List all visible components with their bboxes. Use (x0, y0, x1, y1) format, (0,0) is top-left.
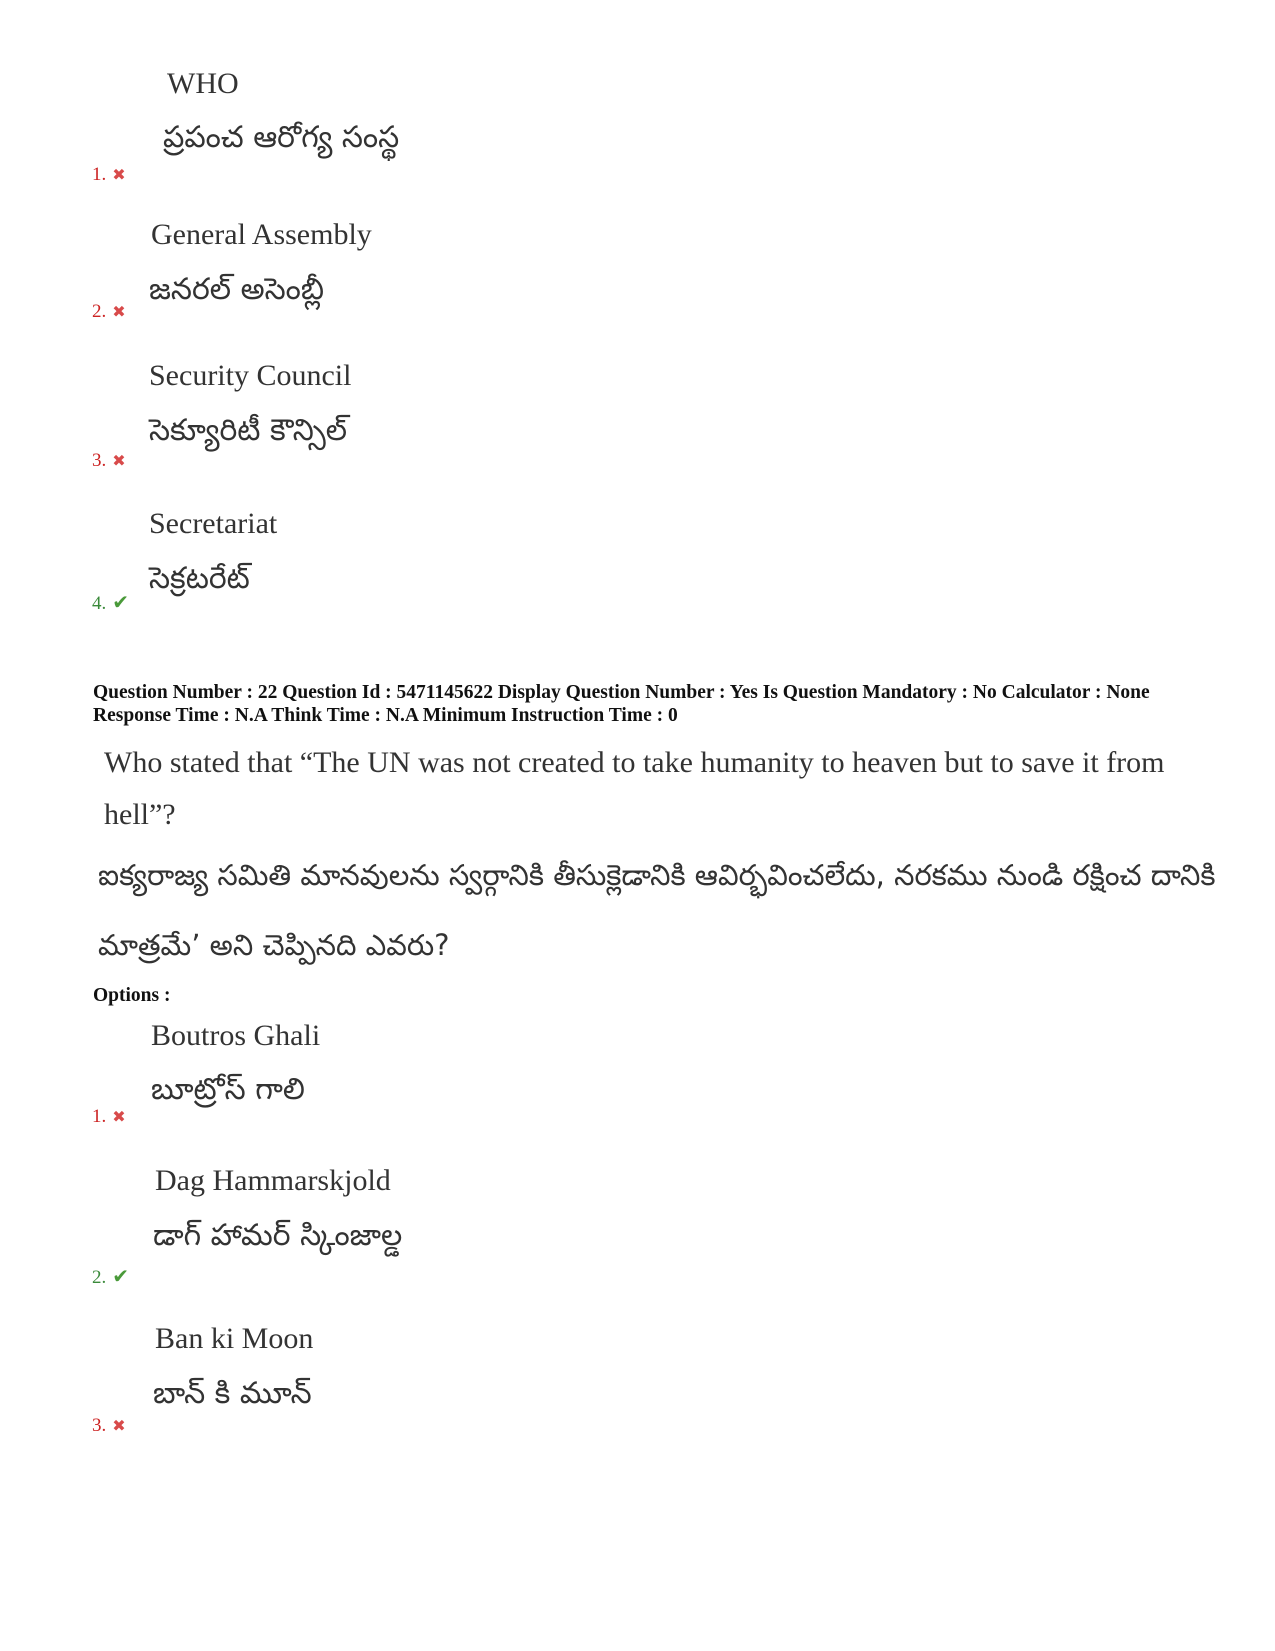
check-mark-icon: ✔ (112, 1264, 130, 1288)
wrong-mark-icon: ✖ (112, 1107, 126, 1126)
option-text-te: బాన్ కి మూన్ (153, 1376, 312, 1411)
question-text-en: Who stated that “The UN was not created to take humanity to heaven but to save it from hell”? (104, 746, 1165, 831)
option-text-te: జనరల్ అసెంబ్లీ (149, 272, 324, 307)
option-text-en: Secretariat (149, 507, 278, 540)
option-text-en: Boutros Ghali (151, 1019, 321, 1052)
option-text-te: డాగ్ హామర్ స్కింజాల్డ (153, 1218, 403, 1253)
option-text-te: సెక్యూరిటీ కౌన్సిల్ (149, 413, 348, 448)
option-number: 1. ✖ (92, 164, 126, 185)
check-mark-icon: ✔ (112, 590, 130, 614)
option-text-te: బూట్రోస్ గాలి (151, 1072, 305, 1107)
option-number: 3. ✖ (92, 1415, 126, 1436)
option-text-en: Ban ki Moon (155, 1322, 314, 1355)
option-number: 4. ✔ (92, 590, 130, 614)
option-number: 3. ✖ (92, 450, 126, 471)
option-text-te: ప్రపంచ ఆరోగ్య సంస్థ (163, 120, 400, 155)
option-text-en: Dag Hammarskjold (155, 1164, 391, 1197)
option-text-en: General Assembly (151, 218, 372, 251)
option-text-en: WHO (167, 67, 239, 100)
option-number: 2. ✔ (92, 1264, 130, 1288)
option-number: 2. ✖ (92, 301, 126, 322)
options-label: Options : (93, 985, 171, 1006)
wrong-mark-icon: ✖ (112, 451, 126, 470)
option-text-te: సెక్రటరేట్ (149, 561, 250, 596)
wrong-mark-icon: ✖ (112, 165, 126, 184)
option-number: 1. ✖ (92, 1106, 126, 1127)
wrong-mark-icon: ✖ (112, 1416, 126, 1435)
wrong-mark-icon: ✖ (112, 302, 126, 321)
question-text-te: ఐక్యరాజ్య సమితి మానవులను స్వర్గానికి తీసుక్లెడానికి ఆవిర్భవించలేదు, నరకము నుండి రక్షించ దానికి మాత్రమే’ అని చెప్పినది ఎవరు? (98, 858, 1216, 962)
question-meta: Question Number : 22 Question Id : 5471145622 Display Question Number : Yes Is Question Mandatory : No Calculator : None Response Time : N.A Think Time : N.A Minimum Instruction Time : 0 (93, 682, 1150, 726)
option-text-en: Security Council (149, 359, 352, 392)
